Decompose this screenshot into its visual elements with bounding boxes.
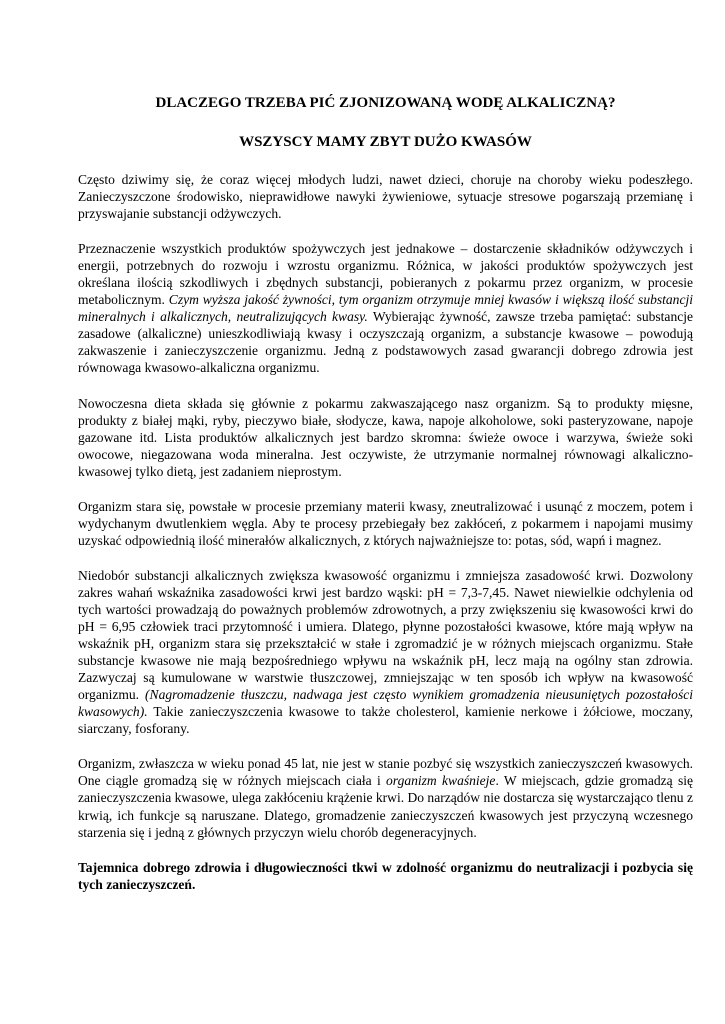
paragraph-5-text-after: Takie zanieczyszczenia kwasowe to także cholesterol, kamienie nerkowe i żółciowe, moczany, siarczany, fosforany.: [78, 704, 693, 737]
page-subtitle: WSZYSCY MAMY ZBYT DUŻO KWASÓW: [239, 134, 532, 150]
paragraph-5-italic: (Nagromadzenie tłuszczu, nadwaga jest często wynikiem gromadzenia nieusuniętych pozostałości kwasowych).: [78, 687, 693, 720]
paragraph-6-text-before: Organizm, zwłaszcza w wieku ponad 45 lat, nie jest w stanie pozbyć się wszystkich zanieczyszczeń kwasowych. One ciągle gromadzą się w różnych miejscach ciała i: [78, 756, 693, 789]
paragraph-2-text-before: Przeznaczenie wszystkich produktów spożywczych jest jednakowe – dostarczenie składników odżywczych i energii, potrzebnych do rozwoju i wzrostu organizmu. Różnica, w jakości produktów spożywczych jest określana ilością szkodliwych i zbędnych substancji, pobieranych z pokarmu przez organizm, w procesie metabolicznym.: [78, 241, 693, 308]
paragraph-6-italic: organizm kwaśnieje: [386, 773, 496, 789]
page-title: DLACZEGO TRZEBA PIĆ ZJONIZOWANĄ WODĘ ALKALICZNĄ?: [155, 95, 616, 111]
paragraph-4: Organizm stara się, powstałe w procesie przemiany materii kwasy, zneutralizować i usunąć z moczem, potem i wydychanym dwutlenkiem węgla. Aby te procesy przebiegały bez zakłóceń, z pokarmem i napojami musimy uzyskać odpowiednią ilość minerałów alkalicznych, z których najważniejsze to: potas, sód, wapń i magnez.: [78, 498, 693, 548]
paragraph-6: [78, 755, 693, 840]
closing-statement: Tajemnica dobrego zdrowia i długowieczności tkwi w zdolność organizmu do neutralizacji i pozbycia się tych zanieczyszczeń.: [78, 859, 693, 892]
paragraph-6-text-after: . W miejscach, gdzie gromadzą się zanieczyszczenia kwasowe, ulega zakłóceniu krążenie krwi. Do narządów nie dostarcza się wystarczająco tlenu z krwią, ich funkcje są naruszane. Dlatego, gromadzenie zanieczyszczeń kwasowych jest przyczyną wczesnego starzenia się i jedną z głównych przyczyn wielu chorób degeneracyjnych.: [78, 773, 694, 840]
paragraph-3: Nowoczesna dieta składa się głównie z pokarmu zakwaszającego nasz organizm. Są to produkty mięsne, produkty z białej mąki, ryby, pieczywo białe, słodycze, kawa, napoje alkoholowe, soki pasteryzowane, napoje gazowane itd. Lista produktów alkalicznych jest bardzo skromna: świeże owoce i warzywa, świeże soki owocowe, niegazowana woda mineralna. Jest oczywiste, że utrzymanie normalnej równowagi alkaliczno-kwasowej tylko dietą, jest zadaniem nieprostym.: [78, 395, 693, 479]
paragraph-2-italic: Czym wyższa jakość żywności, tym organizm otrzymuje mniej kwasów i większą ilość substancji mineralnych i alkalicznych, neutralizujących kwasy.: [78, 292, 693, 325]
paragraph-2: [78, 240, 693, 376]
document-page: [78, 94, 693, 911]
paragraph-1: Często dziwimy się, że coraz więcej młodych ludzi, nawet dzieci, choruje na choroby wieku podeszłego. Zanieczyszczone środowisko, nieprawidłowe nawyki żywieniowe, sytuacje stresowe pogarszają przemianę i przyswajanie substancji odżywczych.: [78, 172, 693, 222]
paragraph-2-text-after: Wybierając żywność, zawsze trzeba pamiętać: substancje zasadowe (alkaliczne) unieszkodliwiają kwasy i oczyszczają organizm, a substancje kwasowe – powodują zakwaszenie i zanieczyszczenie organizmu. Jedną z podstawowych zasad gwarancji dobrego zdrowia jest równowaga kwasowo-alkaliczna organizmu.: [78, 309, 694, 376]
paragraph-5: [78, 567, 693, 737]
paragraph-5-text-before: Niedobór substancji alkalicznych zwiększa kwasowość organizmu i zmniejsza zasadowość krwi. Dozwolony zakres wahań wskaźnika zasadowości krwi jest bardzo wąski: pH = 7,3-7,45. Nawet niewielkie odchylenia od tych wartości prowadzają do poważnych problemów zdrowotnych, a przy zwiększeniu się kwasowości krwi do pH = 6,95 człowiek traci przytomność i umiera. Dlatego, płynne pozostałości kwasowe, które mają wpływ na wskaźnik pH, organizm stara się przekształcić w stałe i zgromadzić je w różnych miejscach organizmu. Stałe substancje kwasowe nie mają bezpośredniego wpływu na wskaźnik pH, lecz mają na ogólny stan zdrowia. Zazwyczaj są kumulowane w warstwie tłuszczowej, zmniejszając w ten sposób ich wpływ na kwasowość organizmu.: [78, 567, 693, 703]
